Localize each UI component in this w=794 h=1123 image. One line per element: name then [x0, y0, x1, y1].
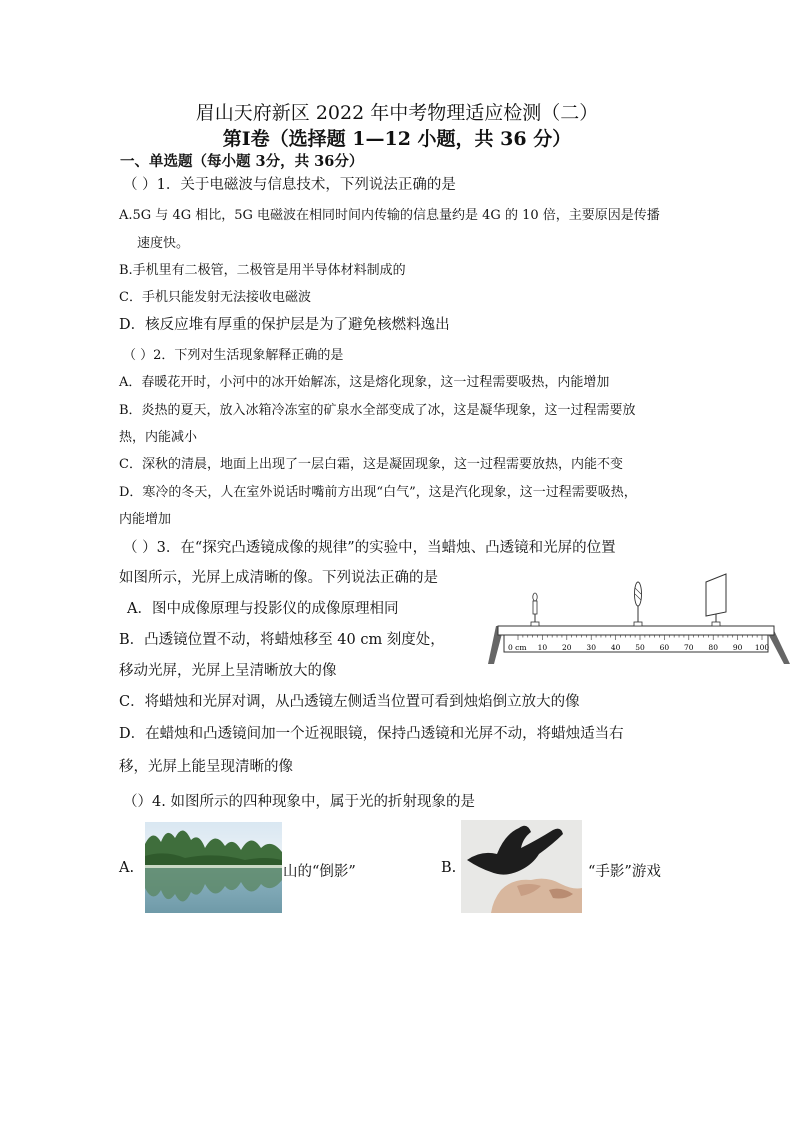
bench-rail-top [498, 626, 774, 635]
q1-option-b: B.手机里有二极管，二极管是用半导体材料制成的 [119, 263, 406, 278]
bench-tick-label: 100 [754, 643, 770, 652]
bench-tick-label: 30 [586, 643, 596, 652]
bench-tick-label: 60 [659, 643, 670, 652]
q2-option-d: D．寒冷的冬天，人在室外说话时嘴前方出现“白气”，这是汽化现象，这一过程需要吸热， [119, 485, 637, 500]
q3-option-a: A．图中成像原理与投影仪的成像原理相同 [127, 601, 399, 617]
bench-tick-label: 90 [732, 643, 743, 652]
q1-stem: （ ）1．关于电磁波与信息技术，下列说法正确的是 [123, 177, 456, 193]
bench-tick-label: 10 [537, 643, 548, 652]
light-screen [706, 574, 726, 626]
q2-option-a: A．春暖花开时，小河中的冰开始解冻，这是熔化现象，这一过程需要吸热，内能增加 [119, 375, 610, 390]
q2-stem: （ ）2．下列对生活现象解释正确的是 [123, 348, 344, 363]
q3-option-b: B．凸透镜位置不动，将蜡烛移至 40 cm 刻度处， [119, 632, 445, 648]
candle-body [533, 601, 537, 614]
q3-option-b-cont: 移动光屏，光屏上呈清晰放大的像 [119, 663, 337, 679]
bench-tick-label: 50 [635, 643, 645, 652]
q2-option-d-cont: 内能增加 [119, 512, 172, 527]
q4-option-b-label: B. [441, 860, 457, 876]
bench-tick-label: 80 [708, 643, 718, 652]
q3-stem-cont: 如图所示，光屏上成清晰的像。下列说法正确的是 [119, 570, 438, 586]
bench-tick-label: 20 [562, 643, 572, 652]
q4-option-b-text: “手影”游戏 [588, 864, 661, 880]
q1-option-c: C．手机只能发射无法接收电磁波 [119, 290, 311, 305]
q4-stem: （）4. 如图所示的四种现象中，属于光的折射现象的是 [123, 794, 475, 810]
bench-tick-label: 40 [610, 643, 621, 652]
exam-title: 眉山天府新区 2022 年中考物理适应检测（二） [195, 102, 599, 124]
q1-option-a-cont: 速度快。 [137, 236, 190, 251]
bench-unit-label: 0 cm [508, 643, 527, 652]
q2-option-b-cont: 热，内能减小 [119, 430, 198, 445]
q1-option-d: D．核反应堆有厚重的保护层是为了避免核燃料逸出 [119, 317, 450, 333]
section-heading: 一、单选题（每小题 3分，共 36分） [120, 153, 364, 170]
q3-option-c: C．将蜡烛和光屏对调，从凸透镜左侧适当位置可看到烛焰倒立放大的像 [119, 694, 580, 710]
hand-shadow-photo [461, 820, 582, 913]
q4-option-a-text: 山的“倒影” [283, 864, 356, 880]
q3-option-d: D．在蜡烛和凸透镜间加一个近视眼镜，保持凸透镜和光屏不动，将蜡烛适当右 [119, 726, 624, 742]
q4-option-a-label: A. [119, 860, 135, 876]
optical-bench-diagram [484, 570, 794, 668]
exam-subtitle: 第Ⅰ卷（选择题 1—12 小题，共 36 分） [222, 128, 572, 150]
q1-option-a: A.5G 与 4G 相比，5G 电磁波在相同时间内传输的信息量约是 4G 的 10 倍，主要原因是传播 [119, 208, 660, 223]
q3-stem: （ ）3．在“探究凸透镜成像的规律”的实验中，当蜡烛、凸透镜和光屏的位置 [123, 540, 616, 556]
bench-tick-label: 70 [684, 643, 694, 652]
mountain-reflection-photo [145, 822, 282, 913]
candle-flame [533, 593, 537, 601]
q3-option-d-cont: 移，光屏上能呈现清晰的像 [119, 759, 293, 775]
q2-option-c: C．深秋的清晨，地面上出现了一层白霜，这是凝固现象，这一过程需要放热，内能不变 [119, 457, 623, 472]
q2-option-b: B．炎热的夏天，放入冰箱冷冻室的矿泉水全部变成了冰，这是凝华现象，这一过程需要放 [119, 403, 636, 418]
convex-lens [634, 582, 642, 626]
candle [531, 593, 539, 626]
